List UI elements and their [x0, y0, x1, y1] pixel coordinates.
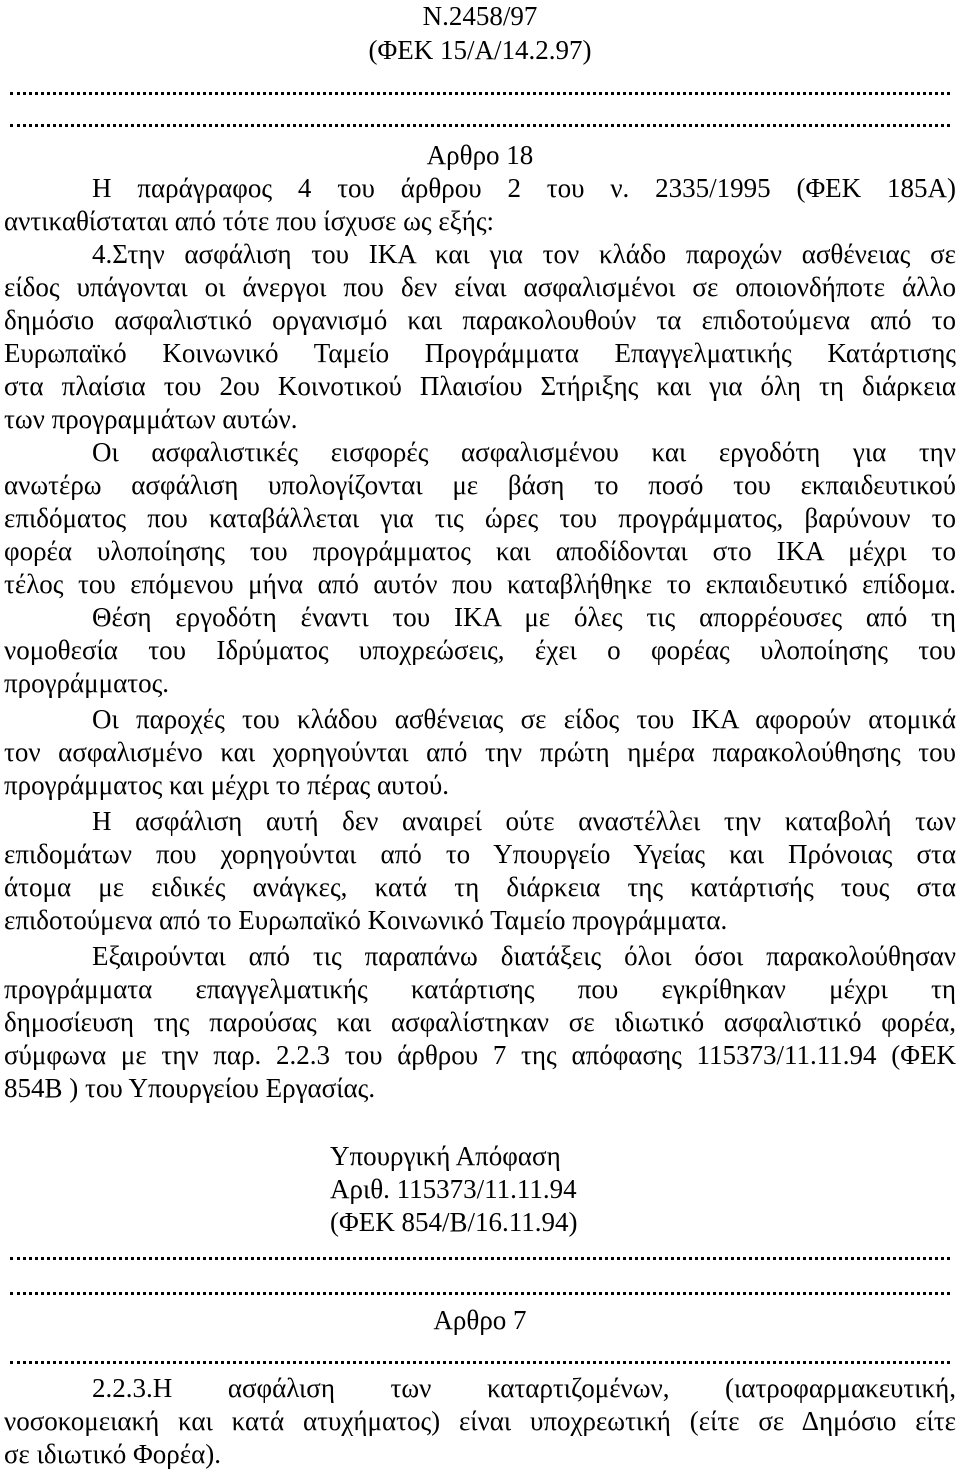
- paragraph-line: Η ασφάλιση αυτή δεν αναιρεί ούτε αναστέλλει την καταβολή των: [92, 806, 956, 836]
- decision-gazette: (ΦΕΚ 854/Β/16.11.94): [330, 1207, 578, 1237]
- paragraph-line: φορέα υλοποίησης του προγράμματος και αποδίδονται στο ΙΚΑ μέχρι το: [4, 536, 956, 566]
- paragraph-line: άτομα με ειδικές ανάγκες, κατά τη διάρκεια της κατάρτισής τους στα: [4, 872, 956, 902]
- dotted-separator: [10, 1292, 950, 1299]
- paragraph-line: σύμφωνα με την παρ. 2.2.3 του άρθρου 7 της απόφασης 115373/11.11.94 (ΦΕΚ: [4, 1040, 956, 1070]
- dotted-separator: [10, 92, 950, 99]
- gazette-reference: (ΦΕΚ 15/Α/14.2.97): [368, 35, 592, 65]
- paragraph-line: δημοσίευση της παρούσας και ασφαλίστηκαν σε ιδιωτικό ασφαλιστικό φορέα,: [4, 1007, 956, 1037]
- article-18-title: Αρθρο 18: [426, 140, 534, 170]
- decision-number: Αριθ. 115373/11.11.94: [330, 1174, 577, 1204]
- paragraph-line: Ευρωπαϊκό Κοινωνικό Ταμείο Προγράμματα Επαγγελματικής Κατάρτισης: [4, 338, 956, 368]
- paragraph-line: επιδόματος που καταβάλλεται για τις ώρες του προγράμματος, βαρύνουν το: [4, 503, 956, 533]
- paragraph-line: στα πλαίσια του 2ου Κοινοτικού Πλαισίου Στήριξης και για όλη τη διάρκεια: [4, 371, 956, 401]
- paragraph-line: επιδοτούμενα από το Ευρωπαϊκό Κοινωνικό Ταμείο προγράμματα.: [4, 905, 728, 935]
- paragraph-line: δημόσιο ασφαλιστικό οργανισμό και παρακολουθούν τα επιδοτούμενα από το: [4, 305, 956, 335]
- paragraph-line: σε ιδιωτικό Φορέα).: [4, 1439, 221, 1469]
- decision-title: Υπουργική Απόφαση: [330, 1141, 561, 1171]
- paragraph-line: νοσοκομειακή και κατά ατυχήματος) είναι υποχρεωτική (είτε σε Δημόσιο είτε: [4, 1406, 956, 1436]
- paragraph-line: ανωτέρω ασφάλιση υπολογίζονται με βάση το ποσό του εκπαιδευτικού: [4, 470, 956, 500]
- paragraph-line: Θέση εργοδότη έναντι του ΙΚΑ με όλες τις απορρέουσες από τη: [92, 602, 956, 632]
- paragraph-line: προγράμματος και μέχρι το πέρας αυτού.: [4, 770, 449, 800]
- paragraph-line: νομοθεσία του Ιδρύματος υποχρεώσεις, έχει ο φορέας υλοποίησης του: [4, 635, 956, 665]
- paragraph-line: τέλος του επόμενου μήνα από αυτόν που καταβλήθηκε το εκπαιδευτικό επίδομα.: [4, 569, 956, 599]
- paragraph-line: 854Β ) του Υπουργείου Εργασίας.: [4, 1073, 376, 1103]
- paragraph-line: Η παράγραφος 4 του άρθρου 2 του ν. 2335/1995 (ΦΕΚ 185Α): [92, 173, 956, 203]
- paragraph-line: Οι παροχές του κλάδου ασθένειας σε είδος του ΙΚΑ αφορούν ατομικά: [92, 704, 956, 734]
- paragraph-line: είδος υπάγονται οι άνεργοι που δεν είναι ασφαλισμένοι σε οποιονδήποτε άλλο: [4, 272, 956, 302]
- paragraph-line: επιδομάτων που χορηγούνται από το Υπουργείο Υγείας και Πρόνοιας στα: [4, 839, 956, 869]
- paragraph-line: των προγραμμάτων αυτών.: [4, 404, 298, 434]
- dotted-separator: [10, 124, 950, 131]
- paragraph-line: Οι ασφαλιστικές εισφορές ασφαλισμένου και εργοδότη για την: [92, 437, 956, 467]
- dotted-separator: [10, 1361, 950, 1368]
- paragraph-line: 2.2.3.Η ασφάλιση των καταρτιζομένων, (ιατροφαρμακευτική,: [92, 1373, 956, 1403]
- paragraph-line: προγράμματος.: [4, 668, 170, 698]
- paragraph-line: 4.Στην ασφάλιση του ΙΚΑ και για τον κλάδο παροχών ασθένειας σε: [92, 239, 956, 269]
- paragraph-line: Εξαιρούνται από τις παραπάνω διατάξεις όλοι όσοι παρακολούθησαν: [92, 941, 956, 971]
- dotted-separator: [10, 1257, 950, 1264]
- law-number: Ν.2458/97: [422, 1, 538, 31]
- paragraph-line: προγράμματα επαγγελματικής κατάρτισης που εγκρίθηκαν μέχρι τη: [4, 974, 956, 1004]
- paragraph-line: τον ασφαλισμένο και χορηγούνται από την πρώτη ημέρα παρακολούθησης του: [4, 737, 956, 767]
- paragraph-line: αντικαθίσταται από τότε που ίσχυσε ως εξής:: [4, 206, 495, 236]
- article-7-title: Αρθρο 7: [433, 1305, 527, 1335]
